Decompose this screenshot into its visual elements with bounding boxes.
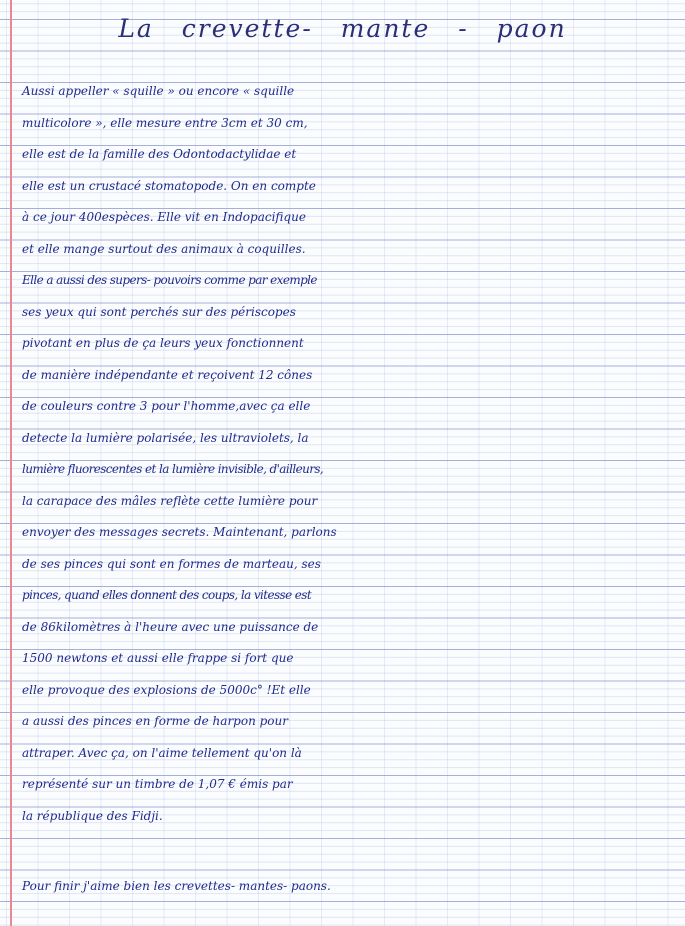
text-line: lumière fluorescentes et la lumière invisible, d'ailleurs, — [22, 462, 324, 476]
text-line: de 86kilomètres à l'heure avec une puissance de — [22, 619, 319, 634]
text-line: multicolore », elle mesure entre 3cm et 30 cm, — [22, 115, 308, 130]
text-line: à ce jour 400espèces. Elle vit en Indopacifique — [22, 210, 306, 224]
text-line: 1500 newtons et aussi elle frappe si fort que — [22, 651, 294, 665]
conclusion-line: Pour finir j'aime bien les crevettes- mantes- paons. — [22, 879, 331, 893]
text-line: Aussi appeller « squille » ou encore « squille — [22, 84, 295, 98]
text-line: la république des Fidji. — [22, 808, 163, 823]
text-line: detecte la lumière polarisée, les ultraviolets, la — [22, 430, 309, 445]
text-line: de manière indépendante et reçoivent 12 cônes — [22, 367, 313, 382]
handwritten-paragraph — [22, 76, 677, 832]
text-line: Elle a aussi des supers- pouvoirs comme par exemple — [22, 273, 317, 287]
text-line: pivotant en plus de ça leurs yeux fonctionnent — [22, 336, 304, 350]
text-line: et elle mange surtout des animaux à coquilles. — [22, 241, 306, 256]
text-line: elle est de la famille des Odontodactylidae et — [22, 147, 297, 161]
text-line: a aussi des pinces en forme de harpon pour — [22, 714, 288, 728]
text-line: représenté sur un timbre de 1,07 € émis par — [22, 777, 293, 791]
text-line: envoyer des messages secrets. Maintenant, parlons — [22, 525, 337, 539]
text-line: attraper. Avec ça, on l'aime tellement qu'on là — [22, 745, 302, 760]
text-line: elle provoque des explosions de 5000c° !Et elle — [22, 682, 311, 697]
text-line: pinces, quand elles donnent des coups, la vitesse est — [22, 588, 312, 602]
text-line: ses yeux qui sont perchés sur des périscopes — [22, 304, 296, 319]
text-line: de ses pinces qui sont en formes de marteau, ses — [22, 556, 321, 571]
margin-line — [10, 0, 12, 926]
text-line: la carapace des mâles reflète cette lumière pour — [22, 493, 318, 508]
page-title: La crevette- mante - paon — [118, 14, 567, 43]
text-line: de couleurs contre 3 pour l'homme,avec ça elle — [22, 399, 311, 413]
text-line: elle est un crustacé stomatopode. On en compte — [22, 178, 316, 193]
